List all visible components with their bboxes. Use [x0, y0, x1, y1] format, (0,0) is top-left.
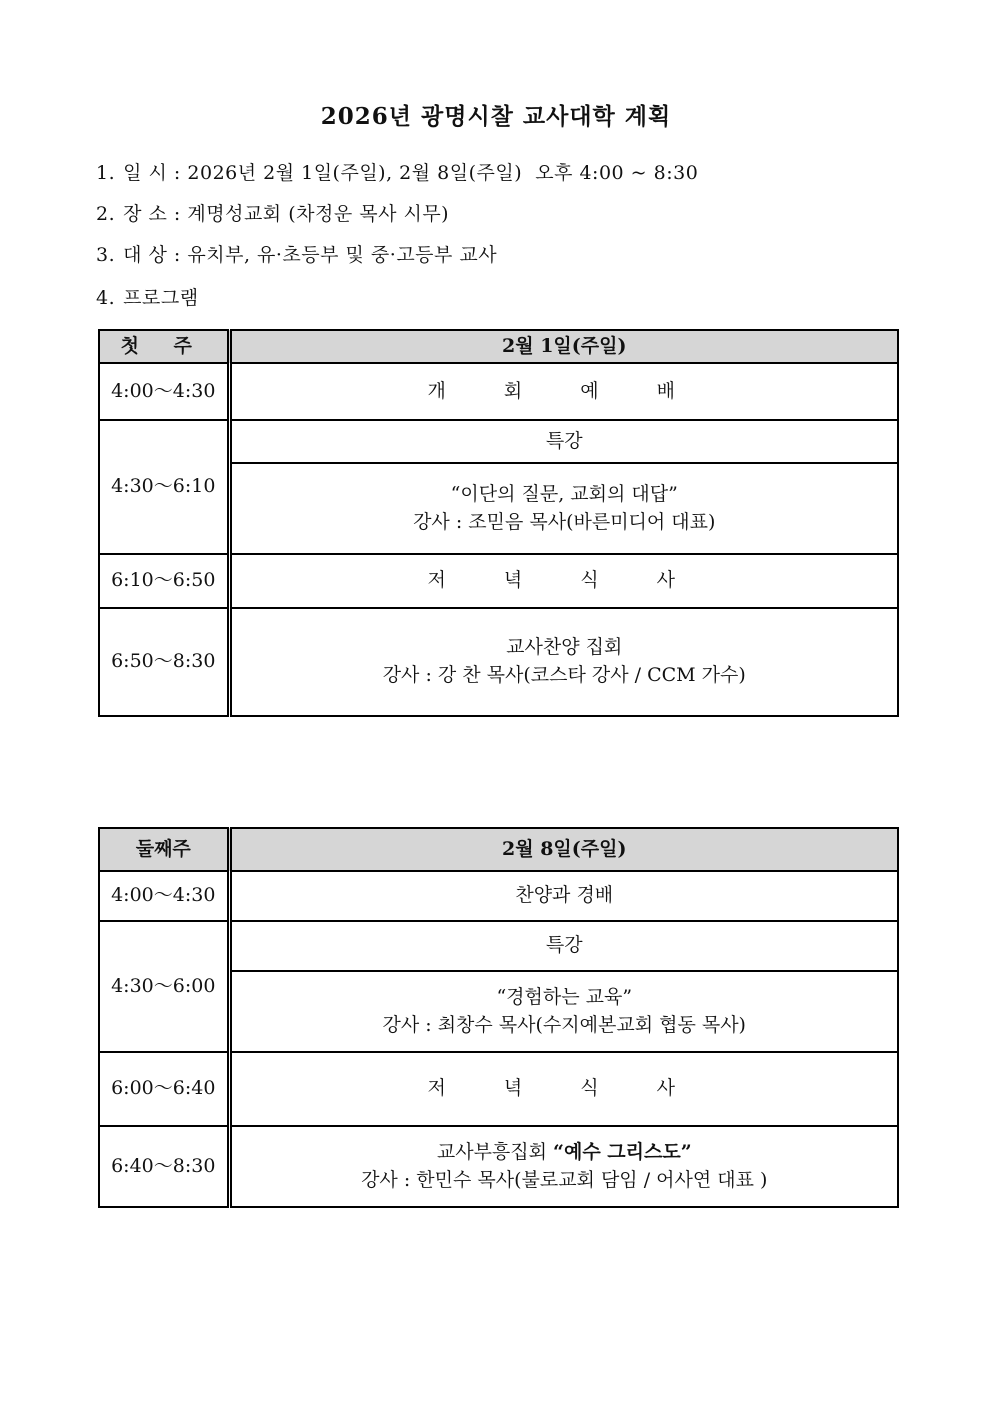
info-label: 장 소 : [123, 203, 181, 225]
table-row [99, 608, 898, 716]
table-row [99, 871, 898, 921]
date-header: 2월 1일(주일) [229, 330, 898, 363]
time-cell: 6:10～6:50 [99, 554, 229, 608]
table-header-row [99, 828, 898, 871]
info-value: 프로그램 [123, 287, 199, 309]
lecturer: 강사 : 한민수 목사(불로교회 담임 / 어사연 대표 ) [361, 1168, 768, 1191]
week-label: 첫 주 [99, 330, 229, 363]
date-header: 2월 8일(주일) [229, 828, 898, 871]
week1-schedule-table [98, 329, 899, 717]
time-cell: 6:00～6:40 [99, 1052, 229, 1126]
info-line-program [96, 283, 199, 310]
info-label: 대 상 : [123, 244, 181, 266]
event-cell: 개 회 예 배 [229, 363, 898, 420]
info-line-target [96, 240, 497, 267]
event-cell [229, 463, 898, 554]
table-row [99, 420, 898, 463]
week2-schedule-table [98, 827, 899, 1208]
info-line-place [96, 199, 449, 226]
info-value: 계명성교회 (차정운 목사 시무) [187, 203, 450, 225]
event-cell [229, 608, 898, 716]
event-title: 교사부흥집회 “예수 그리스도” [436, 1140, 692, 1163]
table-header-row [99, 330, 898, 363]
time-cell: 4:00～4:30 [99, 871, 229, 921]
event-cell: 저 녁 식 사 [229, 1052, 898, 1126]
event-cell: 저 녁 식 사 [229, 554, 898, 608]
time-cell: 4:00～4:30 [99, 363, 229, 420]
lecturer: 강사 : 강 찬 목사(코스타 강사 / CCM 가수) [382, 664, 746, 686]
info-number: 4. [96, 287, 116, 309]
time-cell: 4:30～6:00 [99, 921, 229, 1052]
time-cell: 4:30～6:10 [99, 420, 229, 554]
info-number: 2. [96, 203, 116, 225]
table-row [99, 363, 898, 420]
info-number: 1. [96, 162, 116, 184]
lecturer: 강사 : 조믿음 목사(바른미디어 대표) [413, 510, 716, 533]
info-value: 유치부, 유·초등부 및 중·고등부 교사 [187, 244, 498, 266]
lecture-title: “경험하는 교육” [496, 985, 633, 1008]
info-value: 2026년 2월 1일(주일), 2월 8일(주일) 오후 4:00 ~ 8:30 [187, 162, 699, 184]
event-cell [229, 1126, 898, 1207]
event-title-cell: 특강 [229, 420, 898, 463]
lecturer: 강사 : 최창수 목사(수지예본교회 협동 목사) [382, 1013, 746, 1036]
lecture-title: “이단의 질문, 교회의 대답” [450, 482, 678, 505]
event-title-cell: 특강 [229, 921, 898, 971]
event-cell: 찬양과 경배 [229, 871, 898, 921]
table-row [99, 1126, 898, 1207]
info-label: 일 시 : [123, 162, 181, 184]
week-label: 둘째주 [99, 828, 229, 871]
event-title-emphasis: “예수 그리스도” [553, 1140, 692, 1163]
time-cell: 6:50～8:30 [99, 608, 229, 716]
info-line-date [96, 158, 698, 185]
info-number: 3. [96, 244, 116, 266]
table-row [99, 921, 898, 971]
table-row [99, 554, 898, 608]
time-cell: 6:40～8:30 [99, 1126, 229, 1207]
table-row [99, 1052, 898, 1126]
page-title: 2026년 광명시찰 교사대학 계획 [320, 103, 672, 130]
event-cell [229, 971, 898, 1052]
event-title: 교사찬양 집회 [506, 636, 623, 659]
